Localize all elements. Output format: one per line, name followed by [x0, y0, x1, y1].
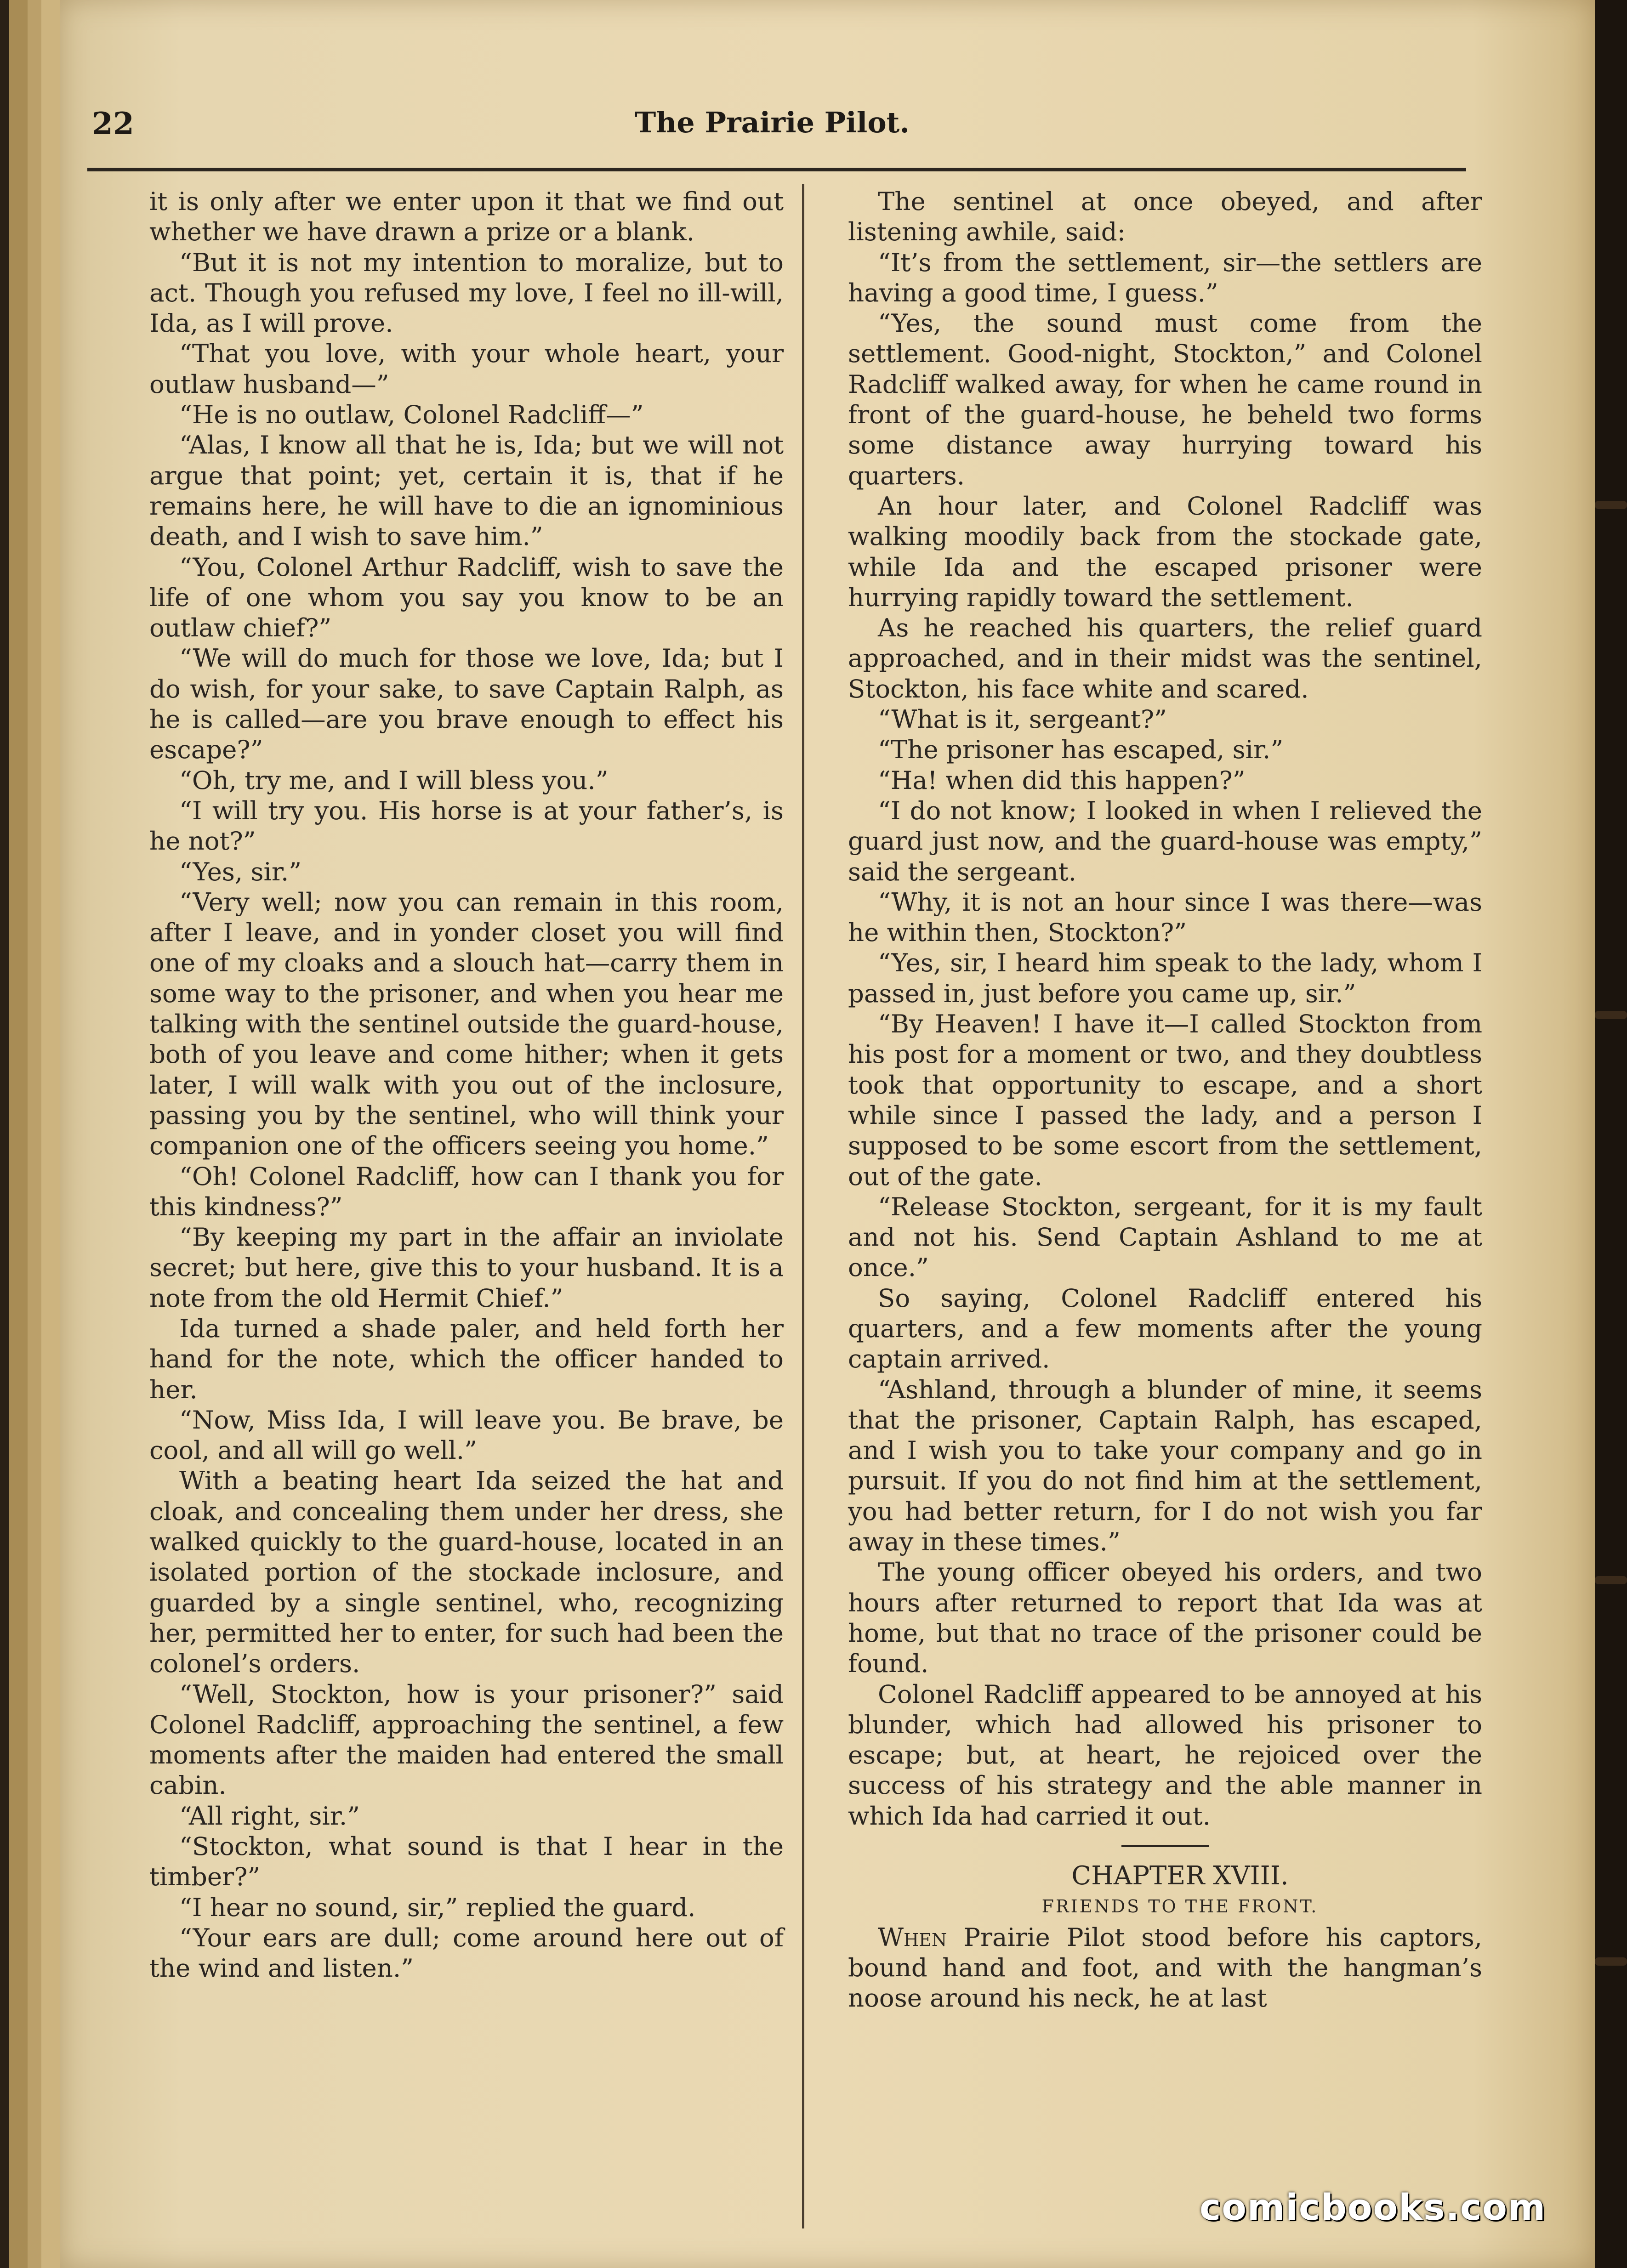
paragraph: “Your ears are dull; come around here out of the wind and listen.”: [149, 1922, 784, 1983]
paragraph: “Ashland, through a blunder of mine, it seems that the prisoner, Captain Ralph, has escaped, and I wish you to take your company and go in pursuit. If you do not find him at the settlement, you had better return, for I do not wish you far away in these times.”: [848, 1374, 1482, 1557]
paragraph: “That you love, with your whole heart, your outlaw husband—”: [149, 339, 784, 399]
paragraph: “Now, Miss Ida, I will leave you. Be brave, be cool, and all will go well.”: [149, 1405, 784, 1465]
paragraph: it is only after we enter upon it that we find out whether we have drawn a prize or a blank.: [149, 187, 784, 247]
chapter-opening-text: Prairie Pilot stood before his captors, bound hand and foot, and with the hangman’s noose around his neck, he at last: [848, 1922, 1482, 2013]
paragraph: “Release Stockton, sergeant, for it is my fault and not his. Send Captain Ashland to me at once.”: [848, 1191, 1482, 1282]
page-edge: [41, 0, 60, 2268]
paragraph: With a beating heart Ida seized the hat and cloak, and concealing them under her dress, she walked quickly to the guard-house, located in an isolated portion of the stockade inclosure, and guarded by a single sentinel, who, recognizing her, permitted her to enter, for such had been the colonel’s orders.: [149, 1466, 784, 1678]
page-edge: [9, 0, 28, 2268]
chapter-separator-rule: [1121, 1845, 1209, 1847]
paragraph: “Alas, I know all that he is, Ida; but we will not argue that point; yet, certain it is, that if he remains here, he will have to die an ignominious death, and I wish to save him.”: [149, 430, 784, 551]
paragraph: “Yes, sir, I heard him speak to the lady, whom I passed in, just before you came up, sir.”: [848, 948, 1482, 1008]
page-number: 22: [92, 106, 134, 142]
right-column: [848, 186, 1482, 2013]
paragraph: The young officer obeyed his orders, and two hours after returned to report that Ida was at home, but that no trace of the prisoner could be found.: [848, 1557, 1482, 1678]
paragraph: “I do not know; I looked in when I relieved the guard just now, and the guard-house was empty,” said the sergeant.: [848, 795, 1482, 886]
paragraph: As he reached his quarters, the relief guard approached, and in their midst was the sentinel, Stockton, his face white and scared.: [848, 613, 1482, 703]
chapter-opening-word: When: [878, 1922, 947, 1952]
binding-clip-mark: [1595, 1576, 1627, 1584]
page-edge: [28, 0, 41, 2268]
binding-clip-mark: [1595, 1011, 1627, 1019]
paragraph: “Oh! Colonel Radcliff, how can I thank you for this kindness?”: [149, 1161, 784, 1221]
paragraph: So saying, Colonel Radcliff entered his quarters, and a few moments after the young captain arrived.: [848, 1283, 1482, 1374]
paragraph: Colonel Radcliff appeared to be annoyed at his blunder, which had allowed his prisoner to escape; but, at heart, he rejoiced over the success of his strategy and the able manner in which Ida had carried it out.: [848, 1679, 1482, 1831]
paragraph: “It’s from the settlement, sir—the settlers are having a good time, I guess.”: [848, 247, 1482, 307]
column-divider: [802, 184, 804, 2228]
paragraph: “I will try you. His horse is at your father’s, is he not?”: [149, 795, 784, 856]
page-header: [92, 106, 1452, 161]
paragraph: “Yes, sir.”: [179, 856, 302, 886]
paragraph: “He is no outlaw, Colonel Radcliff—”: [179, 400, 644, 430]
paragraph: “Oh, try me, and I will bless you.”: [179, 765, 609, 795]
paragraph: “What is it, sergeant?”: [878, 704, 1167, 734]
paragraph: “You, Colonel Arthur Radcliff, wish to save the life of one whom you say you know to be an outlaw chief?”: [149, 552, 784, 643]
chapter-opening-paragraph: [848, 1922, 1482, 2013]
left-column: [149, 186, 784, 1984]
paragraph: “By keeping my part in the affair an inviolate secret; but here, give this to your husband. It is a note from the old Hermit Chief.”: [149, 1222, 784, 1313]
paragraph: “Stockton, what sound is that I hear in the timber?”: [149, 1831, 784, 1892]
paragraph: “Very well; now you can remain in this room, after I leave, and in yonder closet you will find one of my cloaks and a slouch hat—carry them in some way to the prisoner, and when you hear me talking with the sentinel outside the guard-house, both of you leave and come hither; when it gets later, I will walk with you out of the inclosure, passing you by the sentinel, who will think your companion one of the officers seeing you home.”: [149, 887, 784, 1161]
site-watermark: comicbooks.com: [1200, 2187, 1547, 2228]
chapter-subtitle: FRIENDS TO THE FRONT.: [1041, 1896, 1319, 1917]
paragraph: “Ha! when did this happen?”: [878, 765, 1246, 795]
chapter-title: CHAPTER XVIII.: [1071, 1861, 1289, 1891]
running-title: The Prairie Pilot.: [635, 106, 910, 139]
paragraph: An hour later, and Colonel Radcliff was walking moodily back from the stockade gate, while Ida and the escaped prisoner were hurrying rapidly toward the settlement.: [848, 491, 1482, 612]
paragraph: “By Heaven! I have it—I called Stockton from his post for a moment or two, and they doubtless took that opportunity to escape, and a short while since I passed the lady, and a person I supposed to be some escort from the settlement, out of the gate.: [848, 1009, 1482, 1191]
binding-shadow: [1595, 0, 1627, 2268]
paragraph: “The prisoner has escaped, sir.”: [878, 735, 1284, 765]
binding-clip-mark: [1595, 1957, 1627, 1966]
paragraph: “Why, it is not an hour since I was there—was he within then, Stockton?”: [848, 887, 1482, 947]
right-column-paragraphs: [848, 186, 1482, 1831]
header-rule: [87, 168, 1466, 171]
binding-clip-mark: [1595, 501, 1627, 509]
paragraph: The sentinel at once obeyed, and after listening awhile, said:: [848, 187, 1482, 247]
paragraph: “All right, sir.”: [179, 1801, 360, 1831]
paragraph: “Yes, the sound must come from the settlement. Good-night, Stockton,” and Colonel Radcliff walked away, for when he came round in front of the guard-house, he beheld two forms some distance away hurrying toward his quarters.: [848, 308, 1482, 490]
paragraph: “But it is not my intention to moralize, but to act. Though you refused my love, I feel no ill-will, Ida, as I will prove.: [149, 247, 784, 338]
paragraph: “Well, Stockton, how is your prisoner?” said Colonel Radcliff, approaching the sentinel, a few moments after the maiden had entered the small cabin.: [149, 1679, 784, 1800]
paragraph: “I hear no sound, sir,” replied the guard.: [179, 1892, 696, 1922]
paragraph: Ida turned a shade paler, and held forth her hand for the note, which the officer handed to her.: [149, 1313, 784, 1404]
paragraph: “We will do much for those we love, Ida; but I do wish, for your sake, to save Captain Ralph, as he is called—are you brave enough to effect his escape?”: [149, 643, 784, 765]
